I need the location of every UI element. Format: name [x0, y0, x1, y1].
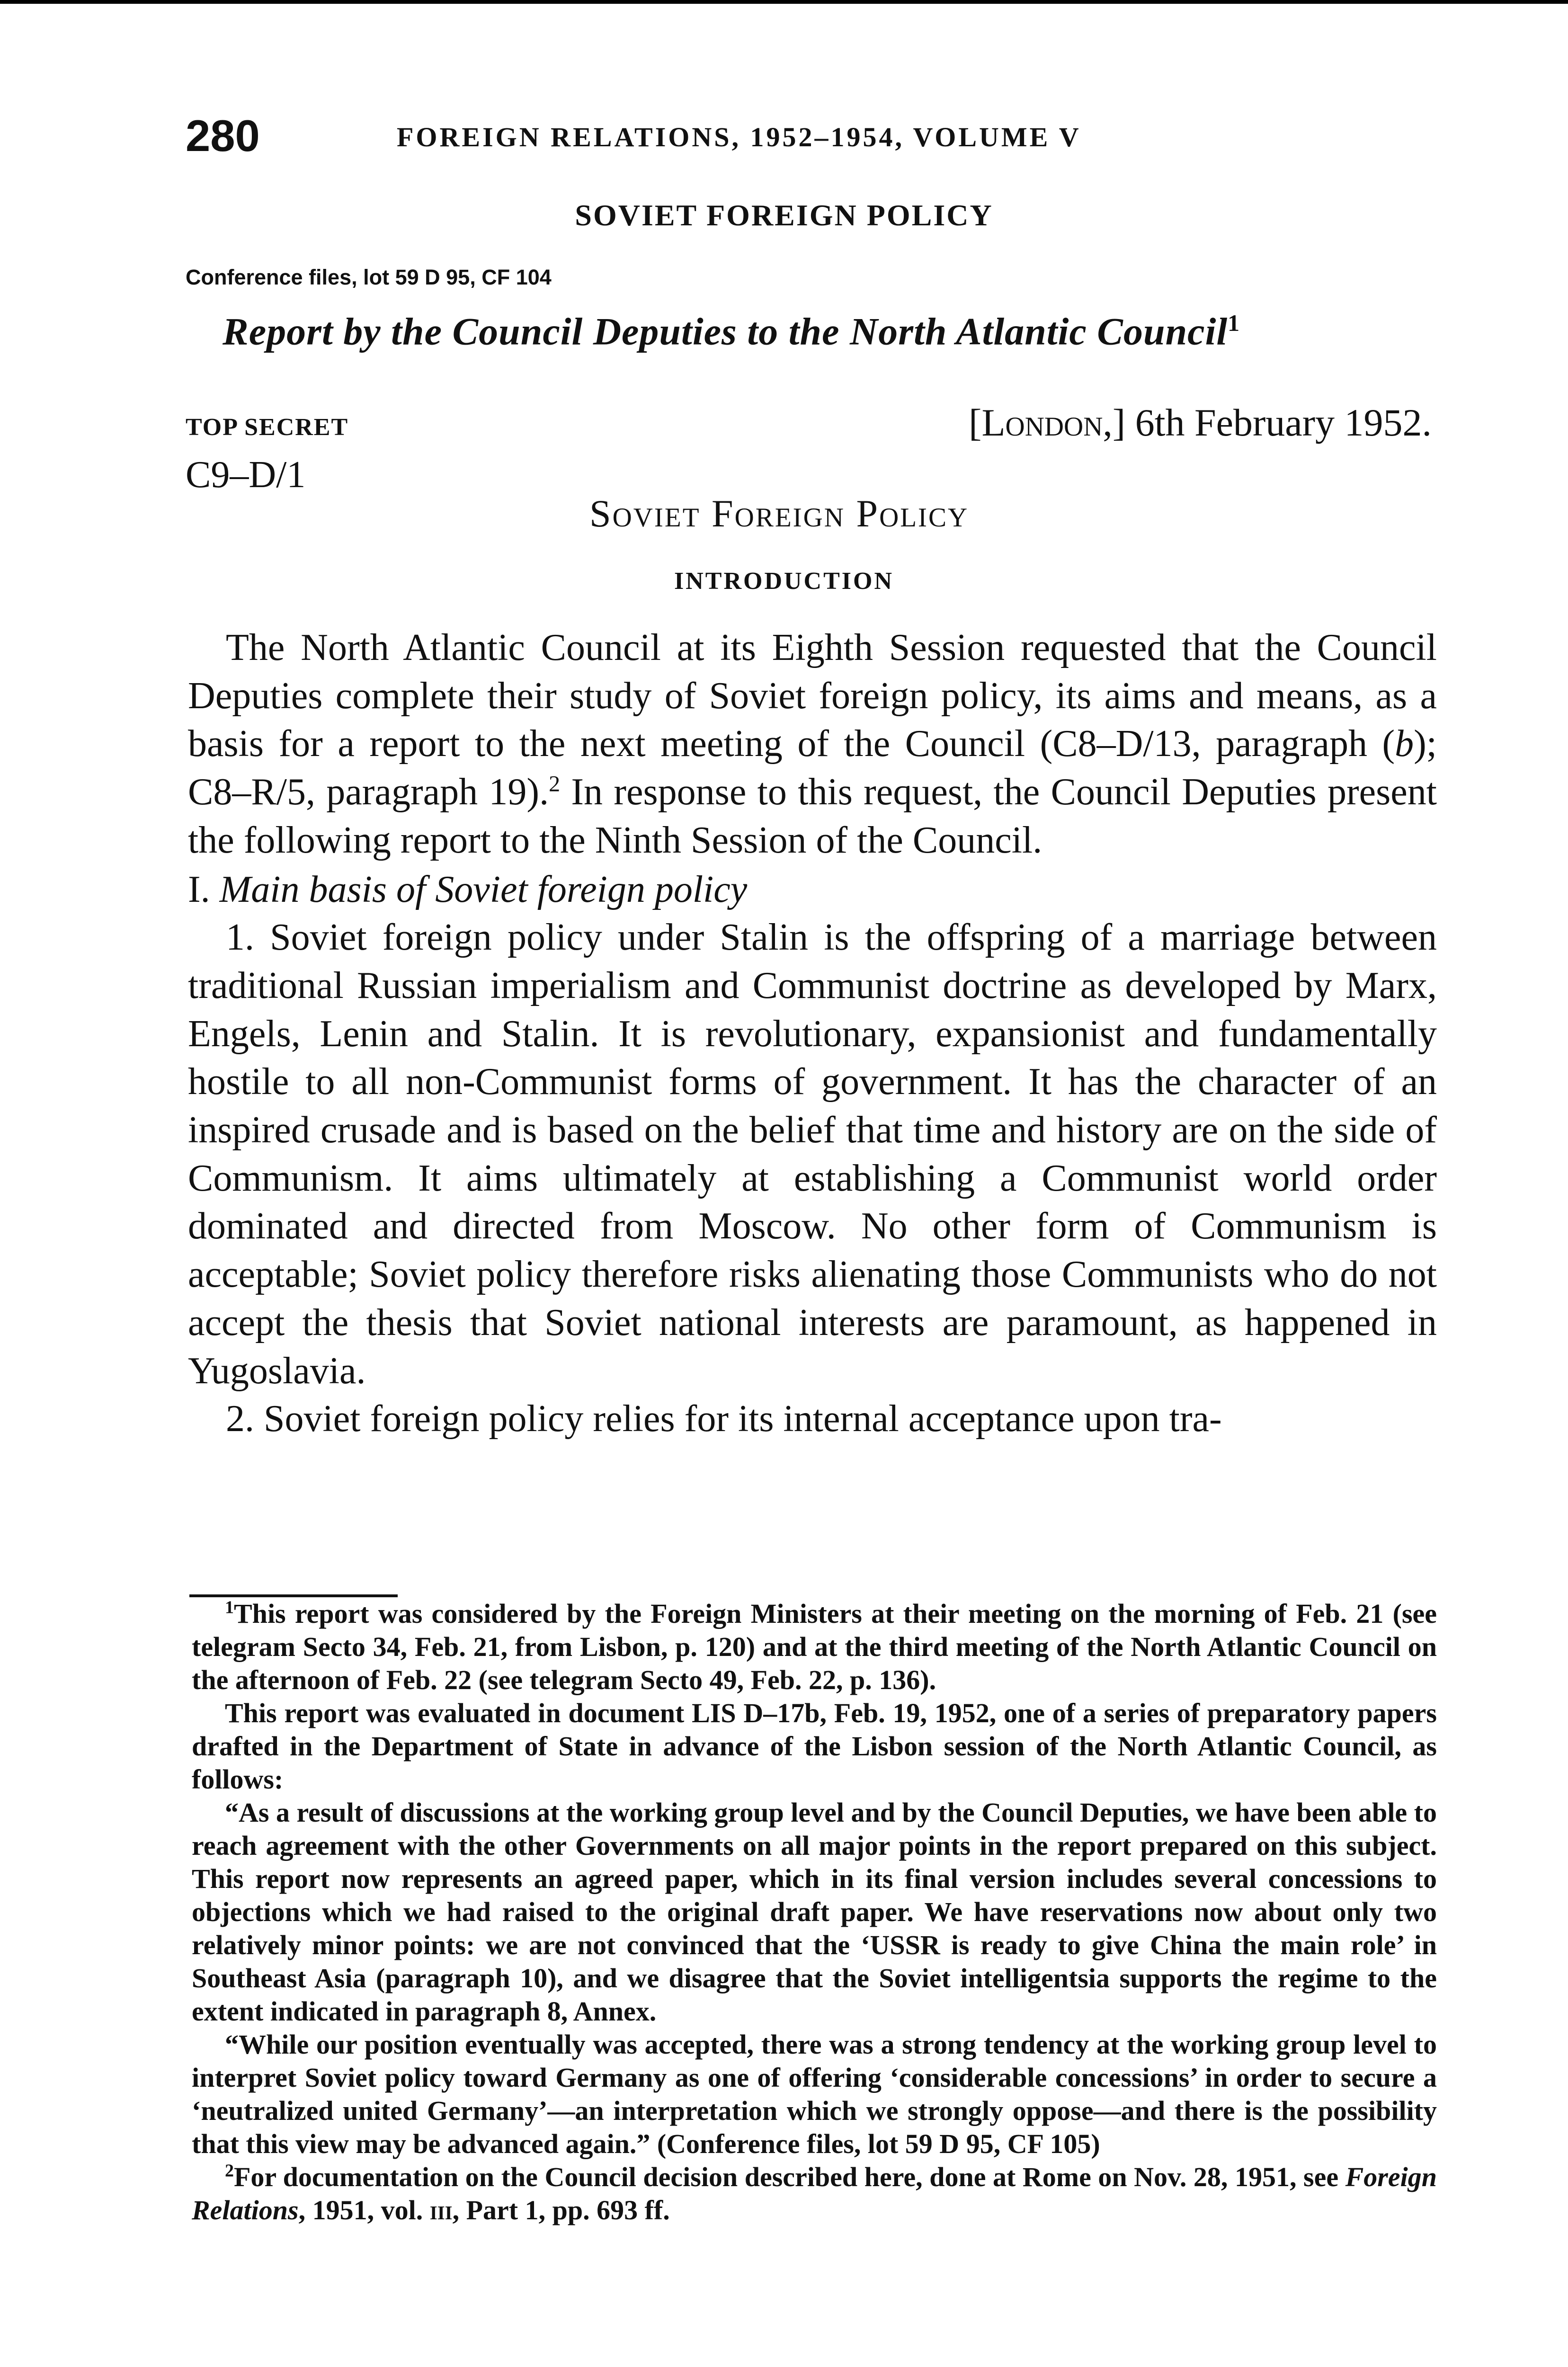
document-subtitle: Soviet Foreign Policy	[589, 492, 969, 535]
intro-paragraph	[188, 624, 1437, 865]
paragraph-1: 1. Soviet foreign policy under Stalin is the offspring of a marriage between traditional Russian imperialism and Communist doctrine as developed by Marx, Engels, Lenin and Stalin. It is revolutionary, expansionist and fundamentally hostile to all non-Communist forms of government. It has the character of an inspired crusade and is based on the belief that time and history are on the side of Communism. It aims ultimately at establishing a Communist world order dominated and directed from Moscow. No other form of Communism is acceptable; Soviet policy therefore risks alienating those Communists who do not accept the thesis that Soviet national interests are paramount, as happened in Yugoslavia.	[188, 917, 1437, 1392]
intro-text-1: The North Atlantic Council at its Eighth Session requested that the Council Deputies complete their study of Soviet foreign policy, its aims and means, as a basis for a report to the next meeting of the Council (C8–D/13, paragraph (	[188, 627, 1437, 765]
section-heading	[188, 866, 1437, 914]
footnote-ref: 1	[1228, 310, 1240, 336]
footnote-1	[192, 1597, 1437, 1697]
document-title-text: Report by the Council Deputies to the North Atlantic Council	[223, 310, 1228, 353]
footnote-2-text-2: , 1951, vol.	[298, 2195, 430, 2225]
classification-marking: TOP SECRET	[186, 414, 349, 441]
footnote-1-para-4: “While our position eventually was accepted, there was a strong tendency at the working group level to interpret Soviet policy toward Germany as one of offering ‘considerable concessions’ in order to secure a ‘neutralized united Germany’—an interpretation which we strongly oppose—and there is the possibility that this view may be advanced again.” (Conference files, lot 59 D 95, CF 105)	[192, 2029, 1437, 2159]
footnote-1-para-3: “As a result of discussions at the working group level and by the Council Deputies, we have been able to reach agreement with the other Governments on all major points in the report prepared on this subject. This report now represents an agreed paper, which in its final version includes several concessions to objections which we had raised to the original draft paper. We have reservations now about only two relatively minor points: we are not convinced that the ‘USSR is ready to give China the main role’ in Southeast Asia (paragraph 10), and we disagree that the Soviet intelligentsia supports the regime to the extent indicated in paragraph 8, Annex.	[192, 1797, 1437, 2027]
footnote-1-para-2: This report was evaluated in document LIS D–17b, Feb. 19, 1952, one of a series of preparatory papers drafted in the Department of State in advance of the Lisbon session of the North Atlantic Council, as follows:	[192, 1698, 1437, 1795]
intro-text-3: In response to this request, the Council Deputies present the following report to the Ninth Session of the Council.	[188, 771, 1437, 861]
section-number: I.	[188, 868, 210, 910]
date: 6th February 1952.	[1135, 401, 1432, 444]
footnote-1-text: This report was considered by the Foreign Ministers at their meeting on the morning of Feb. 21 (see telegram Secto 34, Feb. 21, from Lisbon, p. 120) and at the third meeting of the North Atlantic Council on the afternoon of Feb. 22 (see telegram Secto 49, Feb. 22, p. 136).	[192, 1598, 1437, 1695]
footnote-marker: 2	[225, 2161, 234, 2181]
footnote-2-volume: iii	[429, 2195, 453, 2225]
footnote-marker: 1	[225, 1597, 234, 1618]
source-note: Conference files, lot 59 D 95, CF 104	[186, 265, 552, 289]
place-and-date: [London,] 6th February 1952.	[969, 401, 1432, 444]
introduction-heading: INTRODUCTION	[674, 568, 894, 595]
footnote-2-title: Foreign Relations	[192, 2162, 1437, 2225]
section-title: SOVIET FOREIGN POLICY	[575, 198, 993, 232]
footnotes	[192, 1594, 1437, 2227]
paragraph-2: 2. Soviet foreign policy relies for its internal acceptance upon tra-	[226, 1398, 1222, 1440]
body-text	[188, 624, 1437, 1443]
footnote-ref: 2	[549, 771, 561, 797]
document-number: C9–D/1	[186, 454, 306, 496]
running-head: FOREIGN RELATIONS, 1952–1954, VOLUME V	[397, 122, 1081, 152]
place: London,	[981, 401, 1113, 444]
page-number: 280	[186, 111, 260, 160]
intro-text-2: ); C8–R/5, paragraph 19).	[188, 723, 1437, 813]
footnote-2-text-3: , Part 1, pp. 693 ff.	[452, 2195, 670, 2225]
document-title	[223, 309, 1240, 354]
footnote-2	[192, 2161, 1437, 2227]
footnote-2-text-1: For documentation on the Council decision described here, done at Rome on Nov. 28, 1951, see	[234, 2162, 1345, 2192]
section-heading-text: Main basis of Soviet foreign policy	[219, 868, 748, 910]
intro-letter: b	[1395, 723, 1414, 765]
